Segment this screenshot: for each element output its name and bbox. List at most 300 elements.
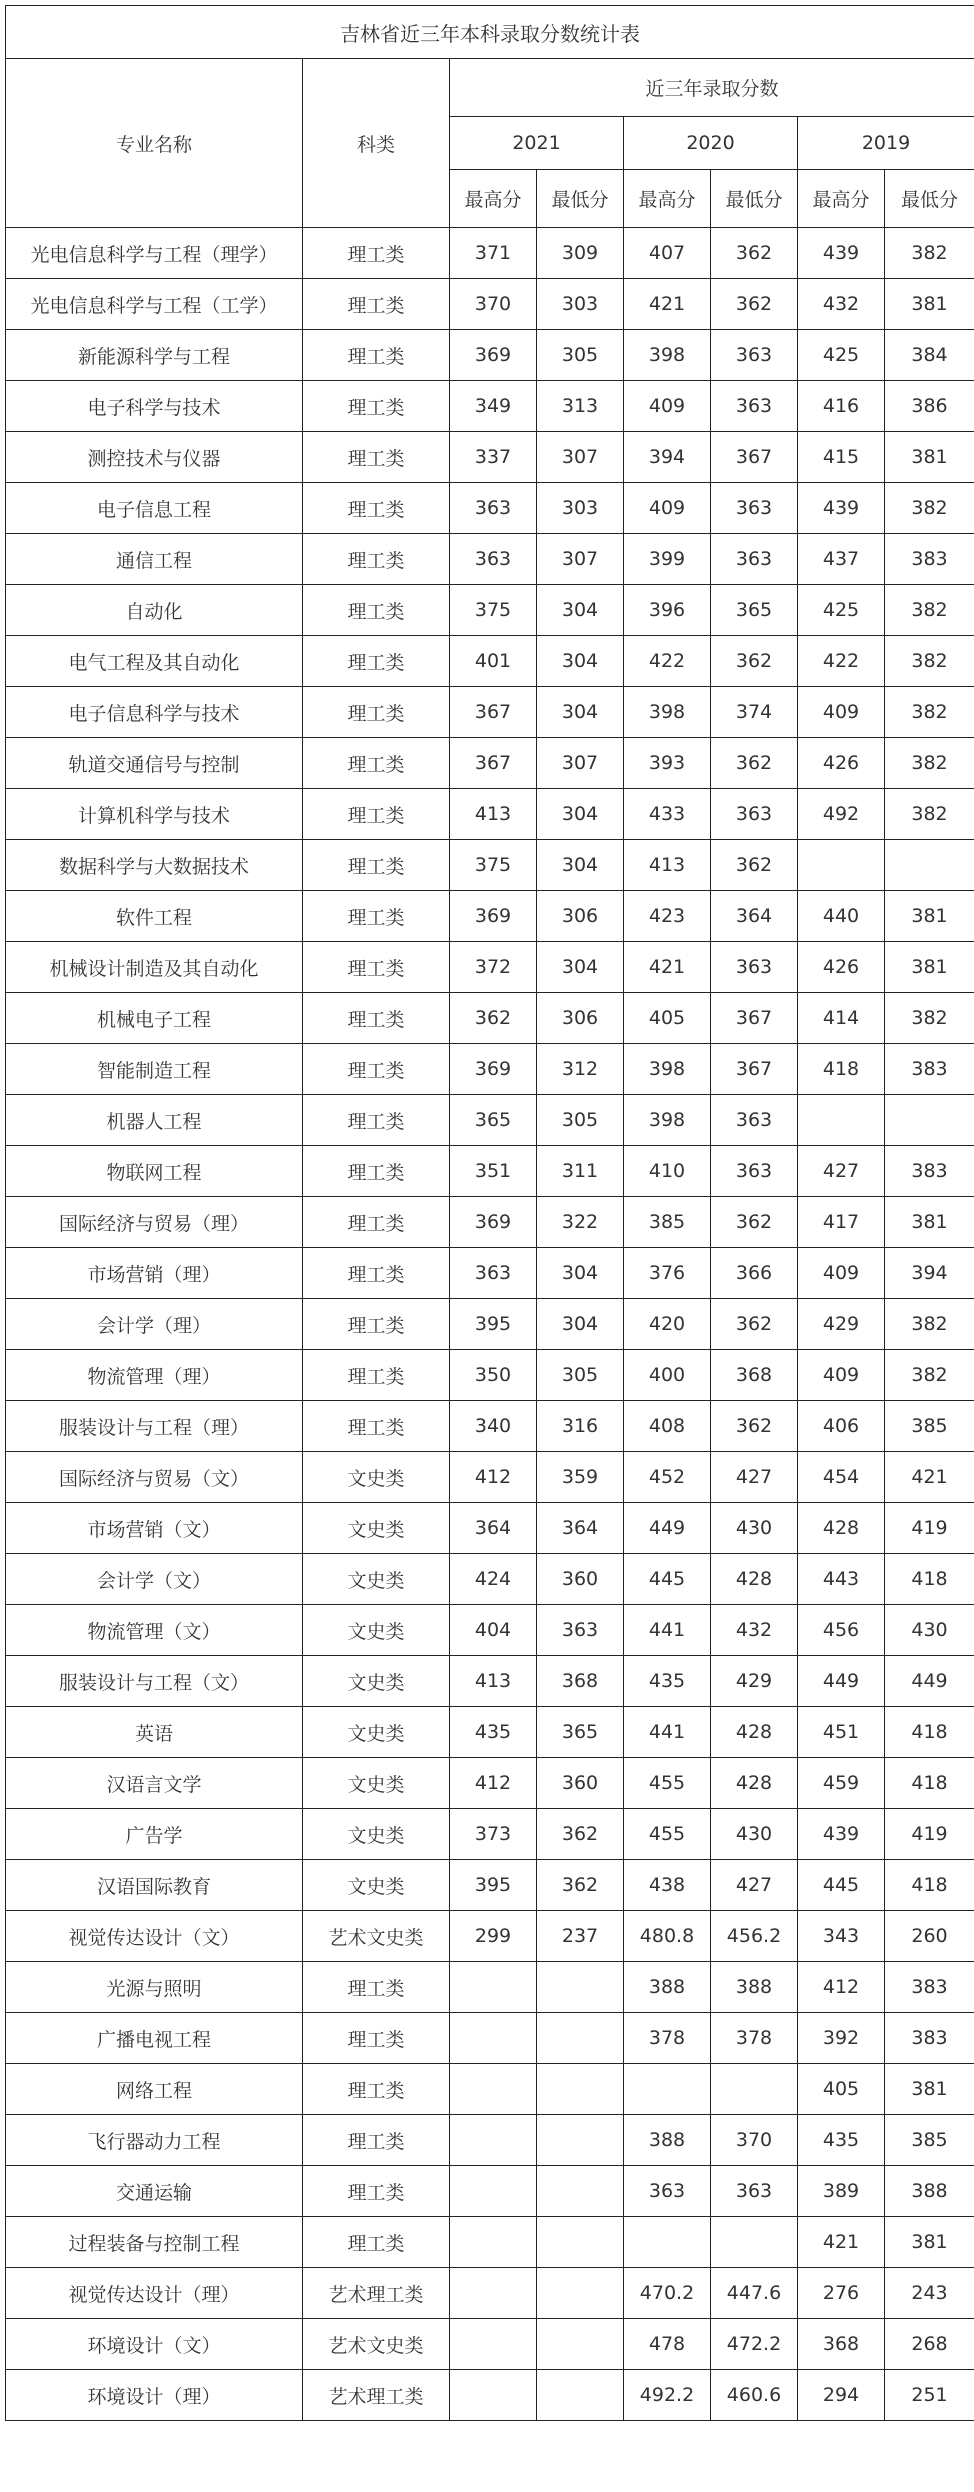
max-2020-cell: 398 xyxy=(624,687,711,738)
table-row xyxy=(6,1452,974,1503)
table-row xyxy=(6,2115,974,2166)
min-2021-cell: 313 xyxy=(537,381,624,432)
min-2020-cell: 363 xyxy=(711,1095,798,1146)
min-2020-cell: 367 xyxy=(711,1044,798,1095)
min-2019-cell: 382 xyxy=(885,585,974,636)
score-table-container xyxy=(5,5,974,2421)
min-2019-cell: 418 xyxy=(885,1758,974,1809)
max-2021-cell: 375 xyxy=(450,840,537,891)
major-name-cell: 物流管理（理） xyxy=(6,1350,303,1401)
min-2021-cell: 309 xyxy=(537,228,624,279)
major-name-cell: 光源与照明 xyxy=(6,1962,303,2013)
table-row xyxy=(6,1707,974,1758)
max-2021-cell: 372 xyxy=(450,942,537,993)
major-name-cell: 飞行器动力工程 xyxy=(6,2115,303,2166)
max-2019-cell: 454 xyxy=(798,1452,885,1503)
min-2020-cell: 362 xyxy=(711,279,798,330)
min-2021-cell: 359 xyxy=(537,1452,624,1503)
table-row xyxy=(6,483,974,534)
max-2020-cell: 480.8 xyxy=(624,1911,711,1962)
max-2020-cell: 441 xyxy=(624,1605,711,1656)
major-name-cell: 过程装备与控制工程 xyxy=(6,2217,303,2268)
table-row xyxy=(6,2217,974,2268)
min-2019-cell: 383 xyxy=(885,1146,974,1197)
min-2020-cell: 362 xyxy=(711,1401,798,1452)
max-2019-cell: 437 xyxy=(798,534,885,585)
header-max-2021: 最高分 xyxy=(450,170,537,228)
min-2021-cell xyxy=(537,2166,624,2217)
table-row xyxy=(6,1146,974,1197)
header-year-2019: 2019 xyxy=(798,117,974,170)
min-2020-cell: 428 xyxy=(711,1554,798,1605)
table-row xyxy=(6,2268,974,2319)
max-2020-cell: 410 xyxy=(624,1146,711,1197)
max-2020-cell: 421 xyxy=(624,942,711,993)
min-2021-cell: 365 xyxy=(537,1707,624,1758)
min-2021-cell: 360 xyxy=(537,1758,624,1809)
category-cell: 理工类 xyxy=(303,1095,450,1146)
min-2019-cell: 382 xyxy=(885,228,974,279)
min-2021-cell: 305 xyxy=(537,1095,624,1146)
max-2020-cell: 409 xyxy=(624,483,711,534)
min-2021-cell xyxy=(537,2370,624,2421)
max-2021-cell: 299 xyxy=(450,1911,537,1962)
table-row xyxy=(6,2166,974,2217)
max-2021-cell: 363 xyxy=(450,1248,537,1299)
major-name-cell: 视觉传达设计（理） xyxy=(6,2268,303,2319)
max-2021-cell: 363 xyxy=(450,534,537,585)
max-2020-cell: 388 xyxy=(624,1962,711,2013)
max-2019-cell: 343 xyxy=(798,1911,885,1962)
table-row xyxy=(6,1299,974,1350)
category-cell: 理工类 xyxy=(303,840,450,891)
min-2020-cell: 432 xyxy=(711,1605,798,1656)
min-2021-cell: 304 xyxy=(537,840,624,891)
max-2021-cell: 413 xyxy=(450,789,537,840)
header-max-2019: 最高分 xyxy=(798,170,885,228)
max-2019-cell: 368 xyxy=(798,2319,885,2370)
category-cell: 理工类 xyxy=(303,1044,450,1095)
table-body xyxy=(6,228,974,2421)
max-2020-cell: 421 xyxy=(624,279,711,330)
major-name-cell: 市场营销（理） xyxy=(6,1248,303,1299)
category-cell: 文史类 xyxy=(303,1605,450,1656)
min-2019-cell: 251 xyxy=(885,2370,974,2421)
category-cell: 理工类 xyxy=(303,687,450,738)
table-row xyxy=(6,534,974,585)
min-2020-cell: 429 xyxy=(711,1656,798,1707)
min-2020-cell: 362 xyxy=(711,1197,798,1248)
min-2019-cell: 383 xyxy=(885,534,974,585)
major-name-cell: 广播电视工程 xyxy=(6,2013,303,2064)
max-2019-cell: 425 xyxy=(798,330,885,381)
max-2020-cell: 400 xyxy=(624,1350,711,1401)
min-2020-cell: 363 xyxy=(711,483,798,534)
max-2020-cell: 422 xyxy=(624,636,711,687)
category-cell: 理工类 xyxy=(303,993,450,1044)
max-2020-cell: 452 xyxy=(624,1452,711,1503)
category-cell: 文史类 xyxy=(303,1503,450,1554)
table-row xyxy=(6,1656,974,1707)
max-2019-cell: 432 xyxy=(798,279,885,330)
max-2021-cell: 413 xyxy=(450,1656,537,1707)
header-category: 科类 xyxy=(303,59,450,228)
min-2019-cell: 382 xyxy=(885,636,974,687)
max-2021-cell xyxy=(450,2013,537,2064)
min-2020-cell: 363 xyxy=(711,381,798,432)
max-2021-cell: 395 xyxy=(450,1299,537,1350)
category-cell: 理工类 xyxy=(303,330,450,381)
min-2019-cell: 430 xyxy=(885,1605,974,1656)
max-2021-cell: 369 xyxy=(450,1197,537,1248)
category-cell: 理工类 xyxy=(303,381,450,432)
max-2021-cell: 337 xyxy=(450,432,537,483)
min-2019-cell: 260 xyxy=(885,1911,974,1962)
min-2020-cell: 362 xyxy=(711,738,798,789)
table-row xyxy=(6,789,974,840)
max-2021-cell xyxy=(450,2268,537,2319)
max-2020-cell: 478 xyxy=(624,2319,711,2370)
category-cell: 理工类 xyxy=(303,2064,450,2115)
max-2019-cell: 456 xyxy=(798,1605,885,1656)
max-2019-cell xyxy=(798,840,885,891)
min-2020-cell: 428 xyxy=(711,1707,798,1758)
max-2019-cell xyxy=(798,1095,885,1146)
min-2019-cell: 449 xyxy=(885,1656,974,1707)
min-2021-cell: 237 xyxy=(537,1911,624,1962)
min-2019-cell: 382 xyxy=(885,789,974,840)
header-min-2019: 最低分 xyxy=(885,170,974,228)
major-name-cell: 自动化 xyxy=(6,585,303,636)
min-2020-cell: 370 xyxy=(711,2115,798,2166)
max-2021-cell: 363 xyxy=(450,483,537,534)
max-2020-cell: 413 xyxy=(624,840,711,891)
major-name-cell: 电气工程及其自动化 xyxy=(6,636,303,687)
max-2020-cell: 433 xyxy=(624,789,711,840)
min-2021-cell: 362 xyxy=(537,1860,624,1911)
max-2021-cell: 424 xyxy=(450,1554,537,1605)
min-2019-cell: 382 xyxy=(885,483,974,534)
max-2020-cell: 385 xyxy=(624,1197,711,1248)
min-2020-cell: 367 xyxy=(711,432,798,483)
min-2019-cell: 418 xyxy=(885,1554,974,1605)
table-row xyxy=(6,942,974,993)
table-row xyxy=(6,1095,974,1146)
min-2020-cell: 363 xyxy=(711,2166,798,2217)
major-name-cell: 广告学 xyxy=(6,1809,303,1860)
table-row xyxy=(6,1605,974,1656)
max-2019-cell: 439 xyxy=(798,228,885,279)
min-2020-cell: 378 xyxy=(711,2013,798,2064)
category-cell: 理工类 xyxy=(303,942,450,993)
category-cell: 理工类 xyxy=(303,1197,450,1248)
category-cell: 理工类 xyxy=(303,738,450,789)
min-2019-cell: 394 xyxy=(885,1248,974,1299)
max-2021-cell: 395 xyxy=(450,1860,537,1911)
max-2021-cell: 367 xyxy=(450,738,537,789)
min-2019-cell: 419 xyxy=(885,1809,974,1860)
table-row xyxy=(6,585,974,636)
min-2021-cell xyxy=(537,2268,624,2319)
min-2021-cell: 316 xyxy=(537,1401,624,1452)
max-2019-cell: 414 xyxy=(798,993,885,1044)
major-name-cell: 机械电子工程 xyxy=(6,993,303,1044)
min-2020-cell xyxy=(711,2064,798,2115)
max-2021-cell: 369 xyxy=(450,1044,537,1095)
category-cell: 理工类 xyxy=(303,1248,450,1299)
min-2021-cell xyxy=(537,1962,624,2013)
min-2021-cell xyxy=(537,2013,624,2064)
table-row xyxy=(6,330,974,381)
table-row xyxy=(6,687,974,738)
major-name-cell: 汉语言文学 xyxy=(6,1758,303,1809)
table-row xyxy=(6,1044,974,1095)
category-cell: 理工类 xyxy=(303,279,450,330)
min-2020-cell: 363 xyxy=(711,942,798,993)
min-2020-cell: 364 xyxy=(711,891,798,942)
min-2019-cell: 381 xyxy=(885,2217,974,2268)
min-2019-cell: 383 xyxy=(885,2013,974,2064)
min-2021-cell: 322 xyxy=(537,1197,624,1248)
table-row xyxy=(6,1503,974,1554)
category-cell: 文史类 xyxy=(303,1809,450,1860)
table-row xyxy=(6,1197,974,1248)
major-name-cell: 英语 xyxy=(6,1707,303,1758)
major-name-cell: 汉语国际教育 xyxy=(6,1860,303,1911)
category-cell: 理工类 xyxy=(303,534,450,585)
min-2020-cell: 362 xyxy=(711,228,798,279)
major-name-cell: 环境设计（理） xyxy=(6,2370,303,2421)
min-2019-cell: 418 xyxy=(885,1707,974,1758)
max-2019-cell: 422 xyxy=(798,636,885,687)
max-2021-cell: 351 xyxy=(450,1146,537,1197)
admission-score-table xyxy=(5,5,974,2421)
max-2021-cell: 350 xyxy=(450,1350,537,1401)
min-2019-cell xyxy=(885,1095,974,1146)
max-2021-cell: 349 xyxy=(450,381,537,432)
major-name-cell: 物联网工程 xyxy=(6,1146,303,1197)
min-2021-cell: 307 xyxy=(537,534,624,585)
header-row-group xyxy=(6,59,974,117)
major-name-cell: 服装设计与工程（文） xyxy=(6,1656,303,1707)
category-cell: 文史类 xyxy=(303,1554,450,1605)
min-2021-cell: 304 xyxy=(537,1248,624,1299)
min-2021-cell: 307 xyxy=(537,432,624,483)
max-2021-cell xyxy=(450,2370,537,2421)
category-cell: 理工类 xyxy=(303,636,450,687)
min-2019-cell: 382 xyxy=(885,687,974,738)
max-2020-cell: 393 xyxy=(624,738,711,789)
category-cell: 理工类 xyxy=(303,1146,450,1197)
major-name-cell: 新能源科学与工程 xyxy=(6,330,303,381)
max-2020-cell: 441 xyxy=(624,1707,711,1758)
max-2021-cell xyxy=(450,1962,537,2013)
max-2019-cell: 415 xyxy=(798,432,885,483)
min-2021-cell: 306 xyxy=(537,993,624,1044)
min-2021-cell xyxy=(537,2064,624,2115)
min-2020-cell: 430 xyxy=(711,1809,798,1860)
min-2019-cell: 419 xyxy=(885,1503,974,1554)
min-2019-cell: 381 xyxy=(885,891,974,942)
max-2021-cell xyxy=(450,2115,537,2166)
max-2019-cell: 276 xyxy=(798,2268,885,2319)
min-2020-cell: 388 xyxy=(711,1962,798,2013)
min-2020-cell: 460.6 xyxy=(711,2370,798,2421)
max-2019-cell: 428 xyxy=(798,1503,885,1554)
max-2021-cell: 371 xyxy=(450,228,537,279)
category-cell: 理工类 xyxy=(303,789,450,840)
table-row xyxy=(6,1962,974,2013)
table-row xyxy=(6,1554,974,1605)
table-row xyxy=(6,1911,974,1962)
title-row xyxy=(6,6,974,59)
min-2020-cell: 374 xyxy=(711,687,798,738)
min-2021-cell: 304 xyxy=(537,942,624,993)
max-2021-cell: 373 xyxy=(450,1809,537,1860)
table-row xyxy=(6,891,974,942)
max-2020-cell: 378 xyxy=(624,2013,711,2064)
major-name-cell: 测控技术与仪器 xyxy=(6,432,303,483)
min-2020-cell: 456.2 xyxy=(711,1911,798,1962)
min-2019-cell: 385 xyxy=(885,1401,974,1452)
min-2021-cell: 364 xyxy=(537,1503,624,1554)
min-2019-cell: 383 xyxy=(885,1044,974,1095)
category-cell: 文史类 xyxy=(303,1707,450,1758)
min-2020-cell xyxy=(711,2217,798,2268)
max-2019-cell: 427 xyxy=(798,1146,885,1197)
max-2020-cell xyxy=(624,2217,711,2268)
min-2020-cell: 427 xyxy=(711,1860,798,1911)
max-2020-cell: 394 xyxy=(624,432,711,483)
major-name-cell: 环境设计（文） xyxy=(6,2319,303,2370)
max-2020-cell: 398 xyxy=(624,330,711,381)
max-2021-cell: 370 xyxy=(450,279,537,330)
max-2020-cell: 492.2 xyxy=(624,2370,711,2421)
max-2019-cell: 445 xyxy=(798,1860,885,1911)
category-cell: 艺术文史类 xyxy=(303,1911,450,1962)
min-2019-cell: 243 xyxy=(885,2268,974,2319)
min-2019-cell: 268 xyxy=(885,2319,974,2370)
min-2020-cell: 363 xyxy=(711,1146,798,1197)
max-2019-cell: 435 xyxy=(798,2115,885,2166)
min-2020-cell: 367 xyxy=(711,993,798,1044)
min-2020-cell: 362 xyxy=(711,840,798,891)
max-2019-cell: 426 xyxy=(798,942,885,993)
table-row xyxy=(6,840,974,891)
major-name-cell: 软件工程 xyxy=(6,891,303,942)
min-2019-cell: 382 xyxy=(885,993,974,1044)
major-name-cell: 轨道交通信号与控制 xyxy=(6,738,303,789)
max-2020-cell: 409 xyxy=(624,381,711,432)
major-name-cell: 电子信息工程 xyxy=(6,483,303,534)
min-2019-cell: 381 xyxy=(885,1197,974,1248)
max-2020-cell: 438 xyxy=(624,1860,711,1911)
min-2019-cell: 381 xyxy=(885,432,974,483)
min-2019-cell: 382 xyxy=(885,1350,974,1401)
min-2020-cell: 428 xyxy=(711,1758,798,1809)
max-2021-cell xyxy=(450,2064,537,2115)
min-2021-cell: 304 xyxy=(537,585,624,636)
max-2019-cell: 439 xyxy=(798,483,885,534)
min-2021-cell xyxy=(537,2115,624,2166)
table-row xyxy=(6,1860,974,1911)
category-cell: 理工类 xyxy=(303,2013,450,2064)
major-name-cell: 视觉传达设计（文） xyxy=(6,1911,303,1962)
major-name-cell: 物流管理（文） xyxy=(6,1605,303,1656)
max-2021-cell: 340 xyxy=(450,1401,537,1452)
max-2019-cell: 439 xyxy=(798,1809,885,1860)
min-2020-cell: 363 xyxy=(711,789,798,840)
max-2020-cell: 420 xyxy=(624,1299,711,1350)
min-2019-cell: 418 xyxy=(885,1860,974,1911)
min-2020-cell: 362 xyxy=(711,1299,798,1350)
min-2020-cell: 363 xyxy=(711,330,798,381)
category-cell: 理工类 xyxy=(303,483,450,534)
table-row xyxy=(6,2013,974,2064)
major-name-cell: 网络工程 xyxy=(6,2064,303,2115)
min-2019-cell: 385 xyxy=(885,2115,974,2166)
max-2021-cell: 362 xyxy=(450,993,537,1044)
max-2021-cell xyxy=(450,2319,537,2370)
max-2020-cell xyxy=(624,2064,711,2115)
major-name-cell: 会计学（理） xyxy=(6,1299,303,1350)
max-2019-cell: 418 xyxy=(798,1044,885,1095)
max-2020-cell: 455 xyxy=(624,1758,711,1809)
max-2020-cell: 423 xyxy=(624,891,711,942)
min-2021-cell: 305 xyxy=(537,330,624,381)
max-2019-cell: 443 xyxy=(798,1554,885,1605)
max-2019-cell: 440 xyxy=(798,891,885,942)
max-2020-cell: 445 xyxy=(624,1554,711,1605)
header-year-2020: 2020 xyxy=(624,117,798,170)
header-max-2020: 最高分 xyxy=(624,170,711,228)
min-2019-cell: 381 xyxy=(885,2064,974,2115)
major-name-cell: 市场营销（文） xyxy=(6,1503,303,1554)
min-2020-cell: 362 xyxy=(711,636,798,687)
major-name-cell: 服装设计与工程（理） xyxy=(6,1401,303,1452)
min-2020-cell: 365 xyxy=(711,585,798,636)
table-title: 吉林省近三年本科录取分数统计表 xyxy=(6,6,974,59)
max-2020-cell: 455 xyxy=(624,1809,711,1860)
min-2021-cell: 304 xyxy=(537,687,624,738)
category-cell: 文史类 xyxy=(303,1758,450,1809)
max-2020-cell: 376 xyxy=(624,1248,711,1299)
header-min-2021: 最低分 xyxy=(537,170,624,228)
min-2019-cell: 381 xyxy=(885,942,974,993)
min-2021-cell: 305 xyxy=(537,1350,624,1401)
max-2020-cell: 435 xyxy=(624,1656,711,1707)
min-2019-cell: 381 xyxy=(885,279,974,330)
max-2019-cell: 409 xyxy=(798,1350,885,1401)
major-name-cell: 通信工程 xyxy=(6,534,303,585)
header-min-2020: 最低分 xyxy=(711,170,798,228)
min-2020-cell: 430 xyxy=(711,1503,798,1554)
major-name-cell: 光电信息科学与工程（工学） xyxy=(6,279,303,330)
max-2020-cell: 388 xyxy=(624,2115,711,2166)
table-row xyxy=(6,993,974,1044)
min-2019-cell: 421 xyxy=(885,1452,974,1503)
max-2020-cell: 398 xyxy=(624,1044,711,1095)
min-2020-cell: 366 xyxy=(711,1248,798,1299)
max-2021-cell: 365 xyxy=(450,1095,537,1146)
category-cell: 理工类 xyxy=(303,2166,450,2217)
max-2021-cell: 375 xyxy=(450,585,537,636)
table-row xyxy=(6,636,974,687)
max-2019-cell: 459 xyxy=(798,1758,885,1809)
min-2019-cell xyxy=(885,840,974,891)
max-2021-cell xyxy=(450,2166,537,2217)
min-2021-cell: 303 xyxy=(537,279,624,330)
